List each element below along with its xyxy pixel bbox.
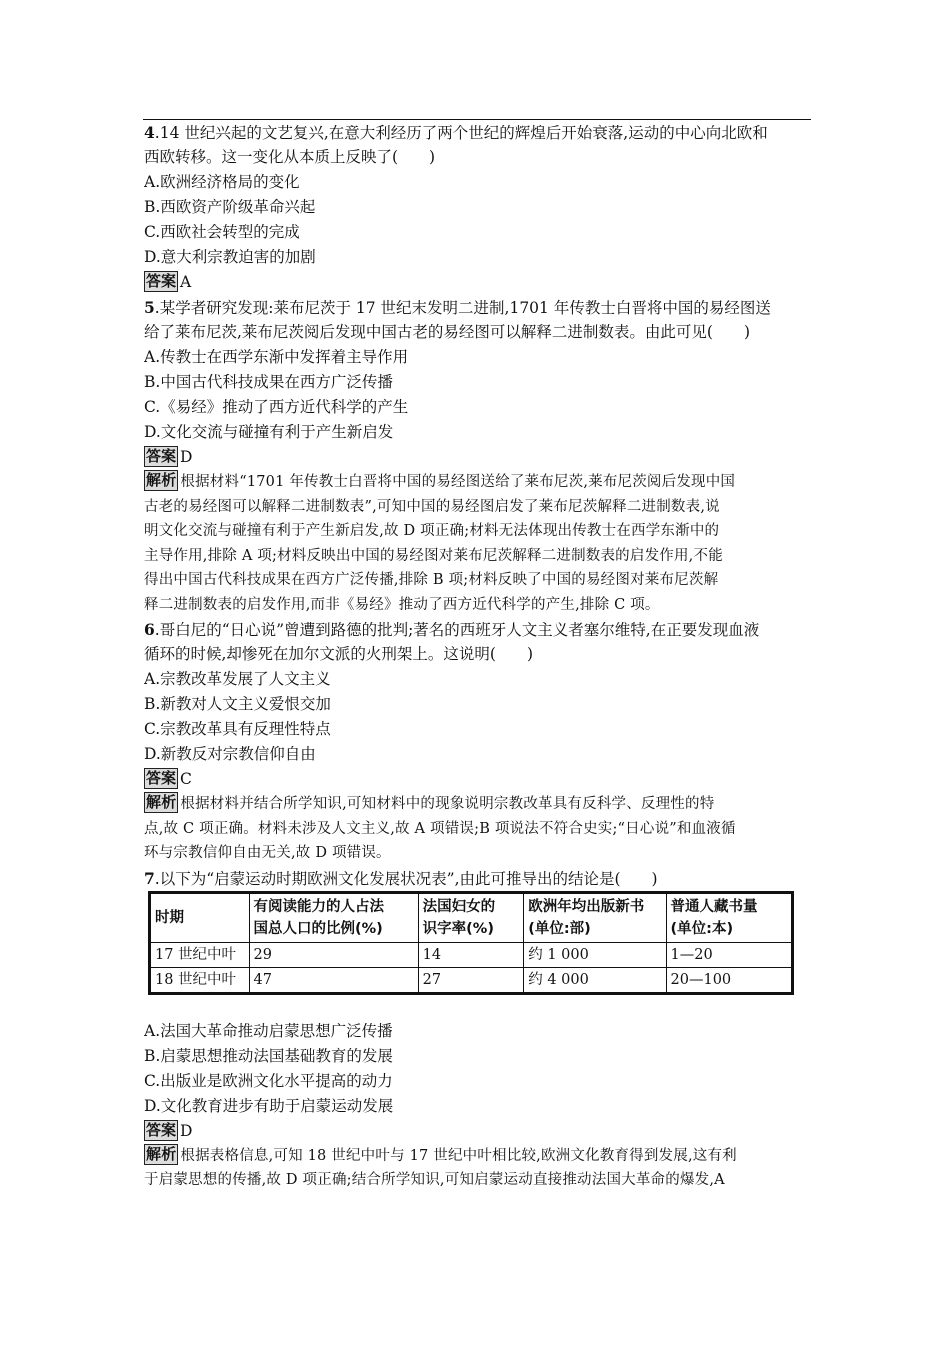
table-cell: 约 4 000: [524, 967, 666, 993]
explanation-tag: 解析: [146, 471, 177, 489]
explanation-line: 于启蒙思想的传播,故 D 项正确;结合所学知识,可知启蒙运动直接推动法国大革命的爆发,A: [144, 1172, 725, 1188]
option-a: A.欧洲经济格局的变化: [144, 173, 300, 191]
answer-tag: 答案: [146, 447, 177, 465]
explanation-line: 解析 根据表格信息,可知 18 世纪中叶与 17 世纪中叶相比较,欧洲文化教育得到发展,这有利: [146, 1144, 737, 1164]
answer-line: [144, 1119, 812, 1144]
option-b: B.西欧资产阶级革命兴起: [144, 198, 316, 216]
question-number: 7: [144, 868, 155, 888]
data-table: [148, 891, 794, 995]
option-c: C.《易经》推动了西方近代科学的产生: [144, 398, 409, 416]
table-header-cell: 有阅读能力的人占法 国总人口的比例(%): [249, 892, 418, 942]
option-b: B.新教对人文主义爱恨交加: [144, 695, 331, 713]
explanation-line: 得出中国古代科技成果在西方广泛传播,排除 B 项;材料反映了中国的易经图对莱布尼茨解: [144, 572, 719, 588]
option-d: D.文化教育进步有助于启蒙运动发展: [144, 1096, 394, 1115]
page-content: [144, 120, 812, 1193]
answer-line: [144, 270, 812, 295]
question-stem-line: 7.以下为“启蒙运动时期欧洲文化发展状况表”,由此可推导出的结论是( ): [144, 868, 658, 888]
answer-value: D: [180, 1121, 193, 1140]
table-header-cell: 法国妇女的 识字率(%): [418, 892, 524, 942]
spacer: [144, 995, 812, 1019]
table-header-cell: 普通人藏书量 (单位:本): [666, 892, 792, 942]
question-5: [144, 295, 812, 617]
table-header-cell: 欧洲年均出版新书 (单位:部): [524, 892, 666, 942]
table-row: [150, 967, 793, 993]
question-number: 4: [144, 123, 155, 142]
explanation-line: 释二进制数表的启发作用,而非《易经》推动了西方近代科学的产生,排除 C 项。: [144, 596, 660, 613]
answer-line: [144, 445, 812, 470]
explanation-line: 环与宗教信仰自由无关,故 D 项错误。: [144, 845, 391, 861]
answer-value: C: [180, 770, 192, 788]
table-cell: 47: [249, 967, 418, 993]
explanation-line: 点,故 C 项正确。材料未涉及人文主义,故 A 项错误;B 项说法不符合史实;“日心说”和血液循: [144, 820, 736, 837]
table-row: [150, 942, 793, 967]
table-cell: 20—100: [666, 967, 792, 993]
explanation-line: 明文化交流与碰撞有利于产生新启发,故 D 项正确;材料无法体现出传教士在西学东渐中的: [144, 523, 720, 539]
question-stem-line: 5.某学者研究发现:莱布尼茨于 17 世纪末发明二进制,1701 年传教士白晋将中国的易经图送: [144, 298, 771, 317]
answer-tag: 答案: [146, 769, 177, 787]
question-stem-line: 6.哥白尼的“日心说”曾遭到路德的批判;著名的西班牙人文主义者塞尔维特,在正要发现血液: [144, 620, 760, 639]
explanation-line: 古老的易经图可以解释二进制数表”,可知中国的易经图启发了莱布尼茨解释二进制数表,说: [144, 498, 720, 515]
explanation-tag: 解析: [146, 793, 177, 811]
option-b: B.启蒙思想推动法国基础教育的发展: [144, 1046, 393, 1065]
question-4: [144, 120, 812, 295]
option-c: C.宗教改革具有反理性特点: [144, 720, 331, 738]
table-cell: 27: [418, 967, 524, 993]
explanation-line: 解析 根据材料“1701 年传教士白晋将中国的易经图送给了莱布尼茨,莱布尼茨阅后发现中国: [146, 471, 736, 490]
option-d: D.意大利宗教迫害的加剧: [144, 248, 316, 266]
option-c: C.出版业是欧洲文化水平提高的动力: [144, 1071, 393, 1090]
table-cell: 14: [418, 942, 524, 967]
explanation-line: 解析 根据材料并结合所学知识,可知材料中的现象说明宗教改革具有反科学、反理性的特: [146, 793, 715, 812]
explanation-line: 主导作用,排除 A 项;材料反映出中国的易经图对莱布尼茨解释二进制数表的启发作用,不能: [144, 547, 723, 564]
question-6: [144, 617, 812, 866]
option-d: D.文化交流与碰撞有利于产生新启发: [144, 423, 394, 441]
question-stem-line: 西欧转移。这一变化从本质上反映了( ): [144, 148, 436, 166]
option-b: B.中国古代科技成果在西方广泛传播: [144, 373, 393, 391]
question-number: 6: [144, 620, 155, 639]
question-stem-line: 给了莱布尼茨,莱布尼茨阅后发现中国古老的易经图可以解释二进制数表。由此可见( ): [144, 323, 751, 341]
answer-tag: 答案: [146, 272, 177, 290]
answer-value: D: [180, 448, 193, 466]
question-number: 5: [144, 298, 155, 317]
option-a: A.传教士在西学东渐中发挥着主导作用: [144, 348, 409, 366]
question-stem-line: 4.14 世纪兴起的文艺复兴,在意大利经历了两个世纪的辉煌后开始衰落,运动的中心向北欧和: [144, 123, 768, 142]
table-cell: 29: [249, 942, 418, 967]
option-a: A.法国大革命推动启蒙思想广泛传播: [144, 1021, 393, 1040]
table-header-row: [150, 892, 793, 942]
answer-tag: 答案: [146, 1120, 177, 1139]
table-cell: 1—20: [666, 942, 792, 967]
explanation-tag: 解析: [146, 1144, 177, 1163]
question-stem-line: 循环的时候,却惨死在加尔文派的火刑架上。这说明( ): [144, 645, 534, 663]
option-c: C.西欧社会转型的完成: [144, 223, 300, 241]
table-cell: 约 1 000: [524, 942, 666, 967]
option-a: A.宗教改革发展了人文主义: [144, 670, 331, 688]
answer-value: A: [180, 273, 192, 291]
table-cell: 18 世纪中叶: [150, 967, 250, 993]
question-7: [144, 866, 812, 1193]
option-d: D.新教反对宗教信仰自由: [144, 745, 316, 763]
table-cell: 17 世纪中叶: [150, 942, 250, 967]
table-header-cell: 时期: [150, 892, 250, 942]
answer-line: [144, 767, 812, 792]
